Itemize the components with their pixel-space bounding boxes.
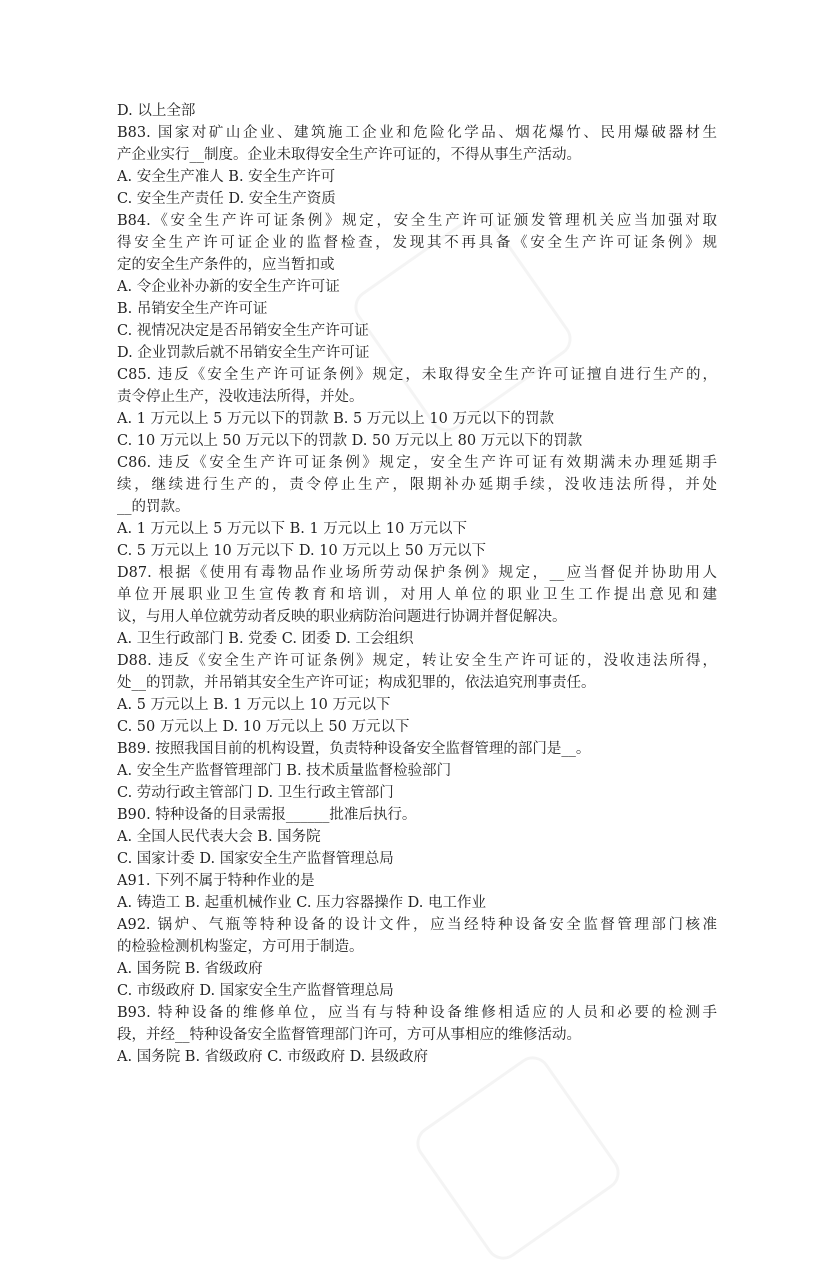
text-line: A. 国务院 B. 省级政府 (117, 961, 263, 977)
text-line: 的检验检测机构鉴定，方可用于制造。 (117, 939, 364, 955)
text-line: A. 全国人民代表大会 B. 国务院 (117, 829, 321, 845)
text-line: 段，并经__特种设备安全监督管理部门许可，方可从事相应的维修活动。 (117, 1027, 581, 1043)
text-line: C. 视情况决定是否吊销安全生产许可证 (117, 323, 369, 339)
text-line: C. 国家计委 D. 国家安全生产监督管理总局 (117, 851, 394, 867)
text-line: A. 国务院 B. 省级政府 C. 市级政府 D. 县级政府 (117, 1049, 429, 1065)
text-line: A. 令企业补办新的安全生产许可证 (117, 279, 340, 295)
text-line: A. 铸造工 B. 起重机械作业 C. 压力容器操作 D. 电工作业 (117, 895, 487, 911)
text-line: A. 卫生行政部门 B. 党委 C. 团委 D. 工会组织 (117, 631, 414, 647)
text-line: A. 安全生产准人 B. 安全生产许可 (117, 169, 336, 185)
text-line: C. 50 万元以上 D. 10 万元以上 50 万元以下 (117, 719, 410, 735)
text-line: D. 以上全部 (117, 103, 196, 119)
text-line: C. 5 万元以上 10 万元以下 D. 10 万元以上 50 万元以下 (117, 543, 486, 559)
text-line: 产企业实行__制度。企业未取得安全生产许可证的，不得从事生产活动。 (117, 147, 581, 163)
watermark-logo (409, 1049, 626, 1266)
document-page (117, 100, 717, 1068)
text-line: D88. 违反《安全生产许可证条例》规定，转让安全生产许可证的，没收违法所得， (117, 653, 717, 669)
text-line: 议，与用人单位就劳动者反映的职业病防治问题进行协调并督促解决。 (117, 609, 567, 625)
text-line: 续，继续进行生产的，责令停止生产，限期补办延期手续，没收违法所得，并处 (117, 477, 717, 493)
text-line: A. 1 万元以上 5 万元以下的罚款 B. 5 万元以上 10 万元以下的罚款 (117, 411, 554, 427)
text-line: B. 吊销安全生产许可证 (117, 301, 268, 317)
text-line: C85. 违反《安全生产许可证条例》规定，未取得安全生产许可证擅自进行生产的， (117, 367, 717, 383)
text-line: 定的安全生产条件的，应当暂扣或 (117, 257, 335, 273)
text-line: A. 1 万元以上 5 万元以下 B. 1 万元以上 10 万元以下 (117, 521, 467, 537)
text-line: A. 5 万元以上 B. 1 万元以上 10 万元以下 (117, 697, 391, 713)
text-line: C. 10 万元以上 50 万元以下的罚款 D. 50 万元以上 80 万元以下的罚款 (117, 433, 583, 449)
text-line: __的罚款。 (117, 499, 190, 515)
text-line: 责令停止生产，没收违法所得，并处。 (117, 389, 364, 405)
text-line: D87. 根据《使用有毒物品作业场所劳动保护条例》规定，__应当督促并协助用人 (117, 565, 717, 581)
text-line: 单位开展职业卫生宣传教育和培训，对用人单位的职业卫生工作提出意见和建 (117, 587, 717, 603)
text-line: B89. 按照我国目前的机构设置，负责特种设备安全监督管理的部门是__。 (117, 741, 591, 757)
text-line: C. 市级政府 D. 国家安全生产监督管理总局 (117, 983, 394, 999)
text-line: 得安全生产许可证企业的监督检查，发现其不再具备《安全生产许可证条例》规 (117, 235, 717, 251)
text-line: B90. 特种设备的目录需报______批准后执行。 (117, 807, 417, 823)
text-line: C. 劳动行政主管部门 D. 卫生行政主管部门 (117, 785, 394, 801)
text-line: 处__的罚款，并吊销其安全生产许可证；构成犯罪的，依法追究刑事责任。 (117, 675, 596, 691)
text-line: A. 安全生产监督管理部门 B. 技术质量监督检验部门 (117, 763, 452, 779)
text-line: B93. 特种设备的维修单位，应当有与特种设备维修相适应的人员和必要的检测手 (117, 1005, 717, 1021)
text-line: B83. 国家对矿山企业、建筑施工企业和危险化学品、烟花爆竹、民用爆破器材生 (117, 125, 717, 141)
text-line: B84.《安全生产许可证条例》规定，安全生产许可证颁发管理机关应当加强对取 (117, 213, 717, 229)
text-line: D. 企业罚款后就不吊销安全生产许可证 (117, 345, 370, 361)
text-line: A92. 锅炉、气瓶等特种设备的设计文件，应当经特种设备安全监督管理部门核准 (117, 917, 717, 933)
text-line: A91. 下列不属于特种作业的是 (117, 873, 315, 889)
text-line: C86. 违反《安全生产许可证条例》规定，安全生产许可证有效期满未办理延期手 (117, 455, 717, 471)
text-line: C. 安全生产责任 D. 安全生产资质 (117, 191, 336, 207)
